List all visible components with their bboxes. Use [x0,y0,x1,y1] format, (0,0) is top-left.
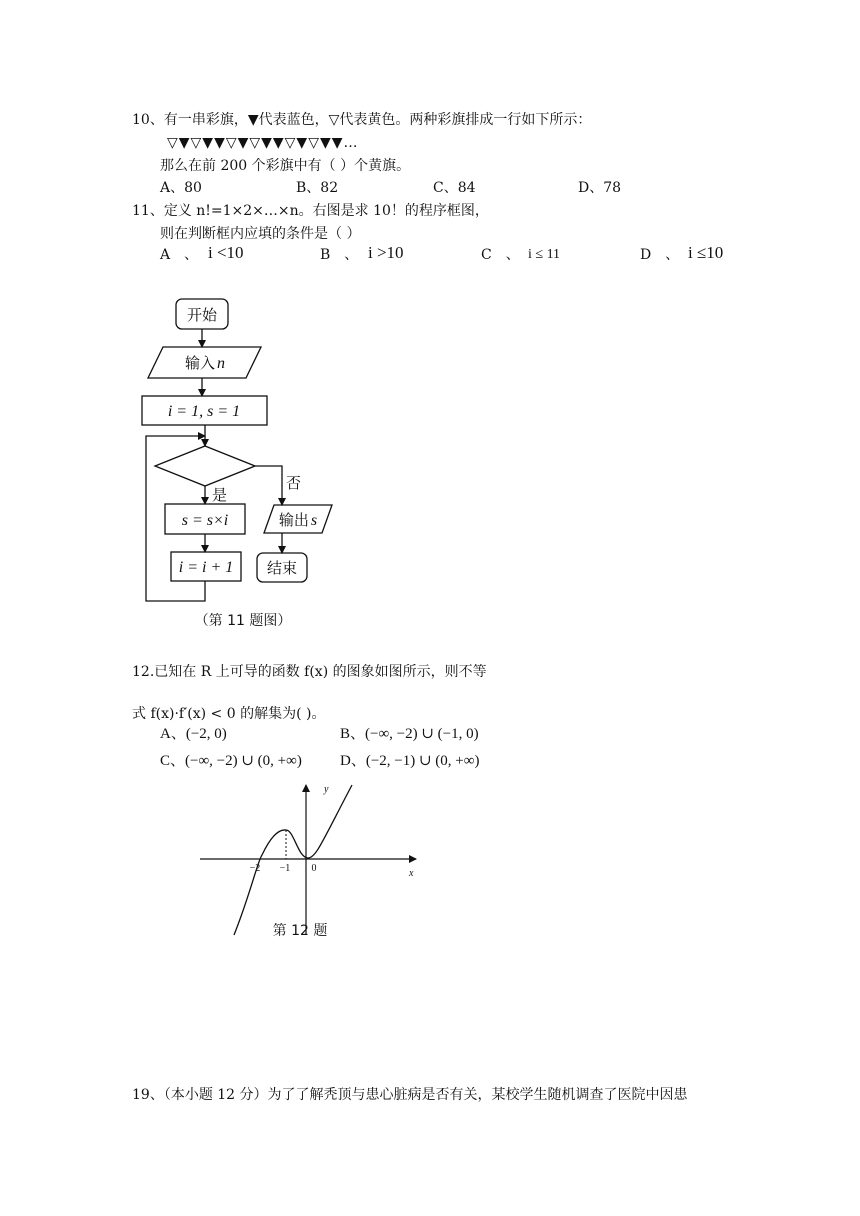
q10-stem: 10、有一串彩旗，▼代表蓝色，▽代表黄色。两种彩旗排成一行如下所示： [132,112,592,128]
q12-option-c: C、(−∞, −2) ∪ (0, +∞) [160,753,302,769]
q12-option-b: B、(−∞, −2) ∪ (−1, 0) [340,726,479,742]
q12-option-d: D、(−2, −1) ∪ (0, +∞) [340,753,480,769]
flow-input-text: 输入 n [184,354,226,372]
q11-option-d-label: D 、 [640,247,680,263]
q10-option-b: B、82 [296,180,339,196]
flow-start-label: 开始 [186,306,218,324]
q11-stem: 11、定义 n!=1×2×…×n。右图是求 10！的程序框图， [132,203,489,219]
q11-option-c-expr: i ≤ 11 [528,247,561,262]
q11-option-c-label: C 、 [481,247,520,263]
tick-neg2: −2 [249,863,261,874]
flow-output-text: 输出 s [278,511,318,529]
q10-option-a: A、80 [160,180,202,196]
q10-option-d: D、78 [578,180,622,196]
flow-no-label: 否 [286,474,302,492]
flow-init-label: i = 1, s = 1 [167,403,241,420]
q12-option-a: A、(−2, 0) [160,726,227,742]
flow-yes-label: 是 [212,486,228,504]
flow-end-label: 结束 [266,559,298,577]
y-axis-label: y [324,784,329,795]
q11-option-d-expr: i ≤10 [688,243,724,262]
q10-option-c: C、84 [433,180,476,196]
x-axis-label: x [409,868,414,879]
q10-flags: ▽▼▽▼▼▽▼▽▼▼▽▼▽▼▼… [167,135,359,151]
q12-stem-line2: 式 f(x)·f′(x) < 0 的解集为( )。 [132,706,326,722]
q19-stem: 19、（本小题 12 分）为了了解秃顶与患心脏病是否有关，某校学生随机调查了医院中因患 [132,1087,688,1103]
graph-caption: 第 12 题 [272,923,328,939]
q11-option-a-label: A 、 [160,247,199,263]
flow-caption: （第 11 题图） [194,613,292,629]
flow-multiply-label: s = s×i [181,512,229,529]
tick-neg1: −1 [279,863,291,874]
q11-option-a-expr: i <10 [208,243,244,262]
q11-option-b-label: B 、 [320,247,359,263]
q10-question: 那么在前 200 个彩旗中有（ ）个黄旗。 [160,158,411,174]
tick-zero: 0 [311,863,317,874]
q11-option-b-expr: i >10 [368,243,404,262]
function-curve [234,785,352,935]
flow-increment-label: i = i + 1 [178,559,234,576]
q11-question: 则在判断框内应填的条件是（ ） [160,226,361,242]
q12-stem-line1: 12.已知在 R 上可导的函数 f(x) 的图象如图所示，则不等 [132,664,487,680]
